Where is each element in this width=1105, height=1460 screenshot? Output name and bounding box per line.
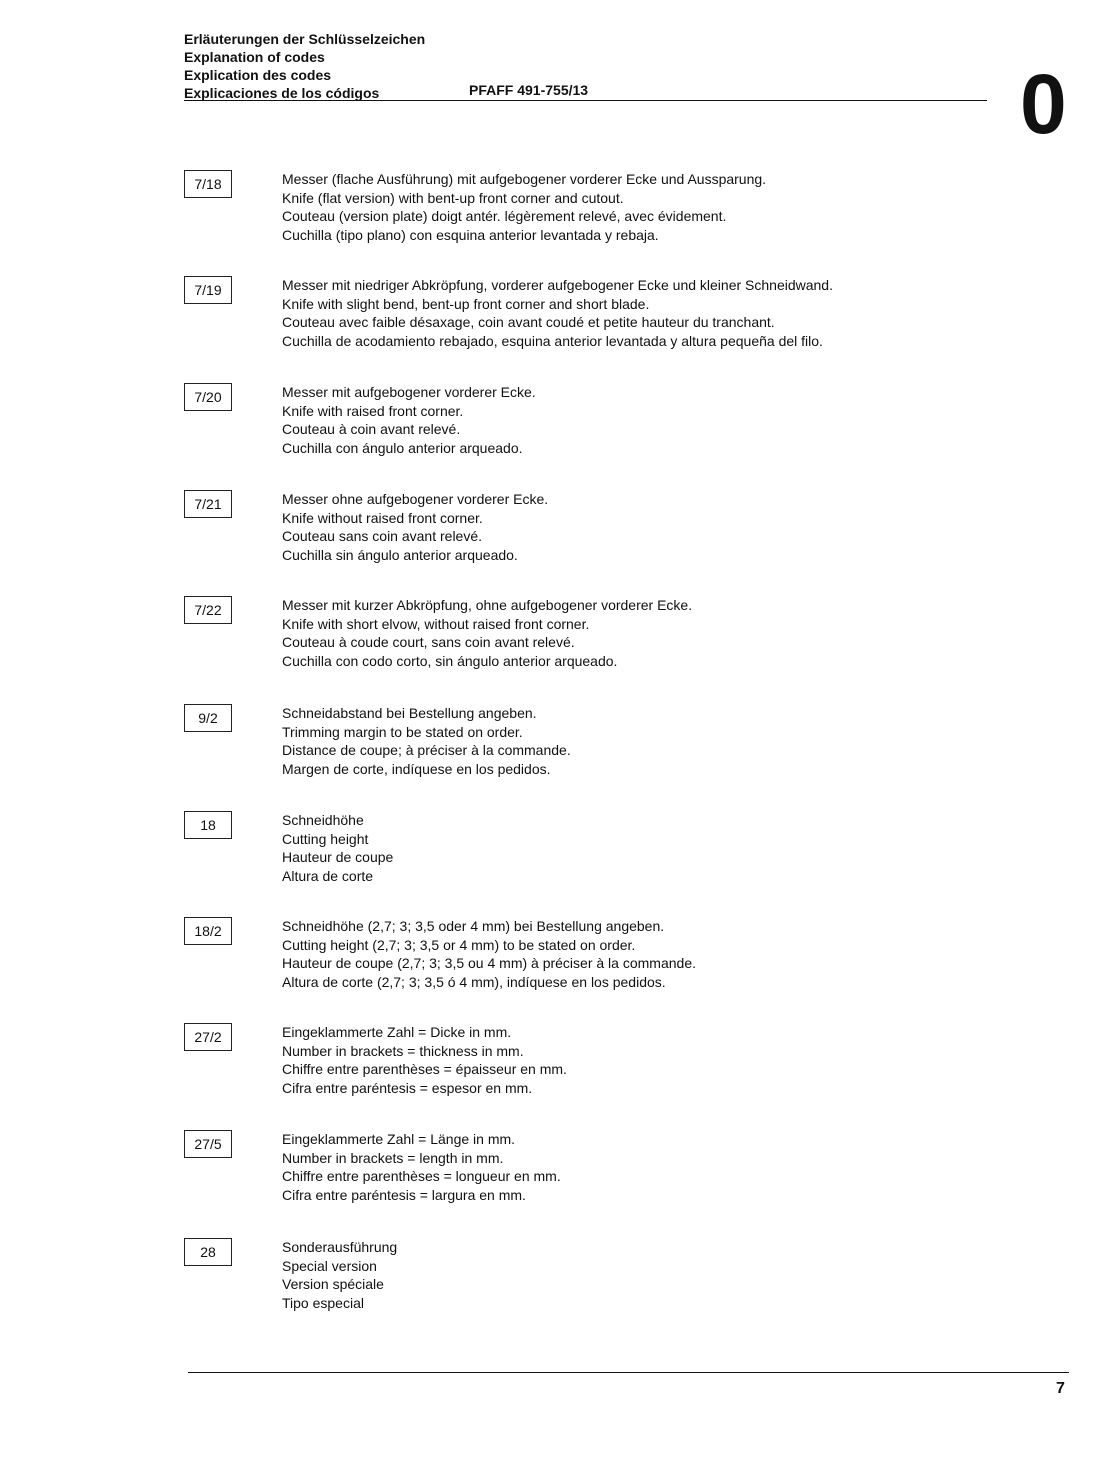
code-box: 27/5 xyxy=(184,1130,232,1158)
description-german: Sonderausführung xyxy=(282,1239,398,1255)
description-spanish: Tipo especial xyxy=(282,1294,364,1311)
code-description xyxy=(282,917,696,991)
description-english: Knife with raised front corner. xyxy=(282,402,464,419)
description-german: Eingeklammerte Zahl = Dicke in mm. xyxy=(282,1024,512,1040)
description-french: Hauteur de coupe xyxy=(282,849,394,865)
description-spanish: Cuchilla de acodamiento rebajado, esquina anterior levantada y altura pequeña del filo. xyxy=(282,332,823,349)
description-english: Number in brackets = length in mm. xyxy=(282,1149,504,1166)
description-english: Knife without raised front corner. xyxy=(282,509,483,526)
code-description xyxy=(282,596,692,670)
header-titles xyxy=(184,30,425,102)
code-box: 27/2 xyxy=(184,1023,232,1051)
code-entry xyxy=(184,917,964,997)
code-entry xyxy=(184,490,964,570)
code-entry xyxy=(184,170,964,250)
code-description xyxy=(282,170,766,244)
description-french: Chiffre entre parenthèses = longueur en mm. xyxy=(282,1168,561,1184)
description-german: Messer (flache Ausführung) mit aufgebogener vorderer Ecke und Aussparung. xyxy=(282,171,767,187)
code-entry xyxy=(184,1238,964,1318)
model-label: PFAFF 491-755/13 xyxy=(469,82,589,98)
description-english: Cutting height (2,7; 3; 3,5 or 4 mm) to be stated on order. xyxy=(282,936,636,953)
description-french: Couteau à coin avant relevé. xyxy=(282,421,461,437)
description-french: Chiffre entre parenthèses = épaisseur en mm. xyxy=(282,1061,567,1077)
description-german: Eingeklammerte Zahl = Länge in mm. xyxy=(282,1131,516,1147)
description-spanish: Cuchilla (tipo plano) con esquina anterior levantada y rebaja. xyxy=(282,226,659,243)
bottom-divider xyxy=(188,1372,1069,1373)
description-spanish: Cifra entre paréntesis = largura en mm. xyxy=(282,1186,526,1203)
description-spanish: Altura de corte xyxy=(282,867,374,884)
title-french: Explication des codes xyxy=(184,67,332,83)
code-entry xyxy=(184,383,964,463)
page-number: 7 xyxy=(1056,1380,1065,1397)
description-english: Trimming margin to be stated on order. xyxy=(282,723,523,740)
description-spanish: Cuchilla con ángulo anterior arqueado. xyxy=(282,439,523,456)
code-entry xyxy=(184,704,964,784)
code-entry xyxy=(184,596,964,676)
description-german: Schneidabstand bei Bestellung angeben. xyxy=(282,705,537,721)
description-spanish: Cifra entre paréntesis = espesor en mm. xyxy=(282,1079,533,1096)
code-box: 7/22 xyxy=(184,596,232,624)
description-english: Knife with short elvow, without raised front corner. xyxy=(282,615,590,632)
description-french: Distance de coupe; à préciser à la commande. xyxy=(282,742,571,758)
description-spanish: Margen de corte, indíquese en los pedidos. xyxy=(282,760,551,777)
description-german: Messer mit aufgebogener vorderer Ecke. xyxy=(282,384,536,400)
code-description xyxy=(282,704,571,778)
description-english: Knife with slight bend, bent-up front corner and short blade. xyxy=(282,295,650,312)
code-description xyxy=(282,811,393,885)
code-box: 28 xyxy=(184,1238,232,1266)
code-box: 18 xyxy=(184,811,232,839)
description-german: Messer ohne aufgebogener vorderer Ecke. xyxy=(282,491,549,507)
description-german: Messer mit niedriger Abkröpfung, vorderer aufgebogener Ecke und kleiner Schneidwand. xyxy=(282,277,833,293)
description-french: Couteau (version plate) doigt antér. légèrement relevé, avec évidement. xyxy=(282,208,727,224)
code-box: 9/2 xyxy=(184,704,232,732)
description-french: Couteau avec faible désaxage, coin avant coudé et petite hauteur du tranchant. xyxy=(282,314,775,330)
top-divider xyxy=(184,100,987,101)
description-french: Couteau sans coin avant relevé. xyxy=(282,528,483,544)
code-description xyxy=(282,276,833,350)
description-spanish: Altura de corte (2,7; 3; 3,5 ó 4 mm), indíquese en los pedidos. xyxy=(282,973,666,990)
code-description xyxy=(282,1130,561,1204)
code-box: 7/19 xyxy=(184,276,232,304)
code-entry xyxy=(184,276,964,356)
title-spanish: Explicaciones de los códigos xyxy=(184,85,380,101)
title-english: Explanation of codes xyxy=(184,49,325,65)
description-english: Special version xyxy=(282,1257,377,1274)
description-french: Couteau à coude court, sans coin avant relevé. xyxy=(282,634,575,650)
section-number: 0 xyxy=(1020,57,1067,151)
description-spanish: Cuchilla sin ángulo anterior arqueado. xyxy=(282,546,518,563)
description-french: Hauteur de coupe (2,7; 3; 3,5 ou 4 mm) à préciser à la commande. xyxy=(282,955,696,971)
code-entry xyxy=(184,1023,964,1103)
description-english: Cutting height xyxy=(282,830,369,847)
code-entry xyxy=(184,811,964,891)
code-box: 7/20 xyxy=(184,383,232,411)
title-german: Erläuterungen der Schlüsselzeichen xyxy=(184,31,426,47)
code-description xyxy=(282,1023,567,1097)
code-entry xyxy=(184,1130,964,1210)
code-box: 7/21 xyxy=(184,490,232,518)
description-english: Number in brackets = thickness in mm. xyxy=(282,1042,524,1059)
description-german: Schneidhöhe xyxy=(282,812,364,828)
description-english: Knife (flat version) with bent-up front corner and cutout. xyxy=(282,189,624,206)
code-description xyxy=(282,1238,397,1312)
description-spanish: Cuchilla con codo corto, sin ángulo anterior arqueado. xyxy=(282,652,618,669)
code-box: 18/2 xyxy=(184,917,232,945)
code-description xyxy=(282,383,536,457)
description-german: Messer mit kurzer Abkröpfung, ohne aufgebogener vorderer Ecke. xyxy=(282,597,693,613)
description-french: Version spéciale xyxy=(282,1276,384,1292)
description-german: Schneidhöhe (2,7; 3; 3,5 oder 4 mm) bei Bestellung angeben. xyxy=(282,918,665,934)
code-description xyxy=(282,490,548,564)
code-box: 7/18 xyxy=(184,170,232,198)
